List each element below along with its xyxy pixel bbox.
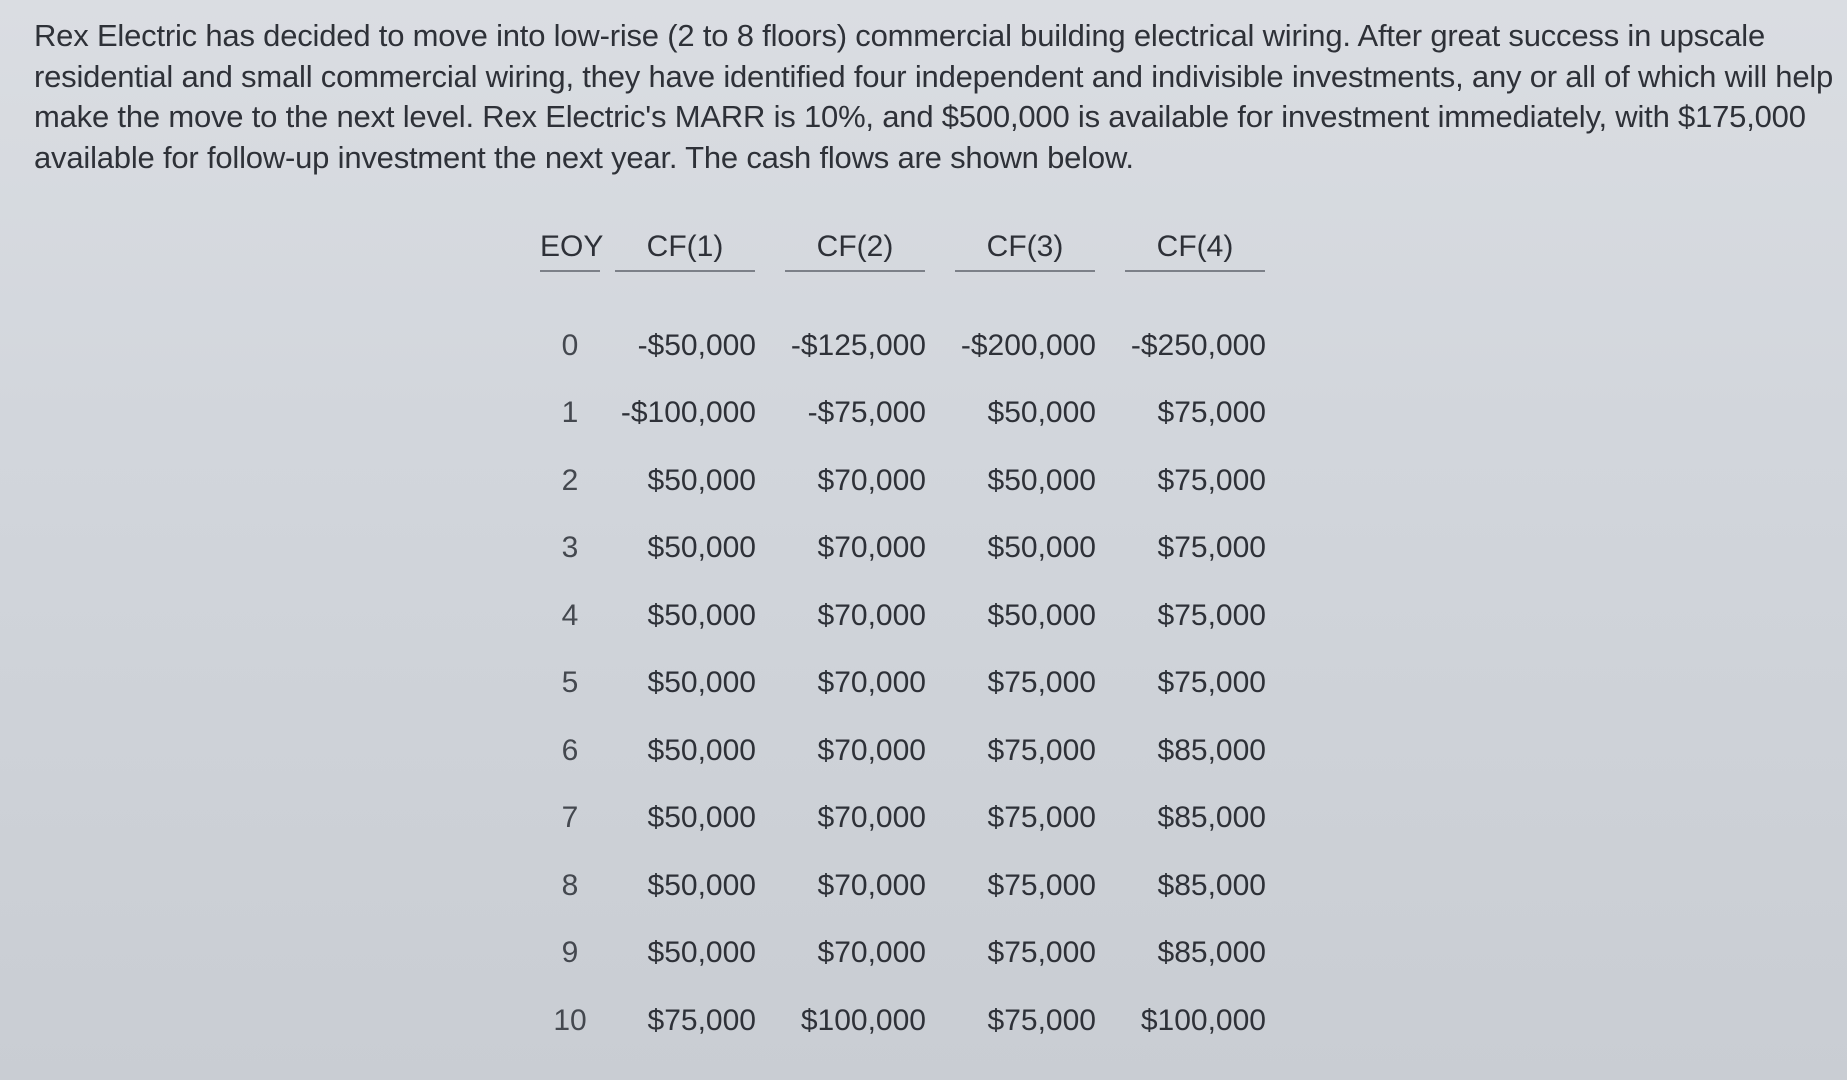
table-row: [540, 650, 1280, 718]
header-cf3: CF(3): [940, 230, 1110, 278]
eoy-cell: 10: [553, 1003, 587, 1037]
cash-flow-cell: $75,000: [1157, 598, 1266, 632]
eoy-cell: 6: [561, 733, 579, 767]
eoy-cell: 7: [561, 801, 579, 835]
eoy-cell: 5: [561, 666, 579, 700]
eoy-cell: 2: [561, 463, 579, 497]
cash-flow-cell: -$100,000: [620, 396, 756, 430]
table-row: [540, 515, 1280, 583]
cash-flow-cell: $75,000: [987, 733, 1096, 767]
problem-line: available for follow-up investment the next year. The cash flows are shown below.: [34, 139, 1134, 175]
cash-flow-cell: $75,000: [987, 1003, 1096, 1037]
cash-flow-cell: $50,000: [647, 733, 756, 767]
cash-flow-cell: $75,000: [987, 936, 1096, 970]
cash-flow-cell: $70,000: [817, 463, 926, 497]
header-cf2: CF(2): [770, 230, 940, 278]
cash-flow-cell: $50,000: [987, 396, 1096, 430]
eoy-cell: 8: [561, 868, 579, 902]
eoy-cell: 9: [561, 936, 579, 970]
cash-flow-cell: $75,000: [1157, 531, 1266, 565]
cash-flow-cell: $70,000: [817, 868, 926, 902]
cash-flow-cell: $50,000: [987, 531, 1096, 565]
table-header-row: [540, 230, 1280, 278]
cash-flow-cell: $85,000: [1157, 868, 1266, 902]
cash-flow-cell: $75,000: [1157, 396, 1266, 430]
table-row: [540, 447, 1280, 515]
cash-flow-cell: $75,000: [987, 868, 1096, 902]
cash-flow-cell: $75,000: [987, 666, 1096, 700]
cash-flow-cell: $70,000: [817, 666, 926, 700]
problem-line: Rex Electric has decided to move into low-rise (2 to 8 floors) commercial building electrical wiring. After great success in upscale: [34, 18, 1766, 53]
eoy-cell: 1: [561, 396, 579, 430]
cash-flow-cell: $50,000: [647, 598, 756, 632]
table-row: [540, 717, 1280, 785]
cash-flow-cell: $50,000: [647, 463, 756, 497]
table-row: [540, 785, 1280, 853]
cash-flow-cell: $85,000: [1157, 733, 1266, 767]
eoy-cell: 4: [561, 598, 579, 632]
table-row: [540, 312, 1280, 380]
cash-flow-cell: -$125,000: [790, 328, 926, 362]
cash-flow-cell: $50,000: [987, 598, 1096, 632]
cash-flow-cell: $75,000: [1157, 463, 1266, 497]
header-spacer: [540, 278, 1280, 312]
cash-flow-cell: $75,000: [647, 1003, 756, 1037]
cash-flow-cell: $70,000: [817, 531, 926, 565]
eoy-cell: 0: [561, 328, 579, 362]
cash-flow-cell: $100,000: [800, 1003, 926, 1037]
cash-flow-cell: -$75,000: [807, 396, 926, 430]
cash-flow-cell: $85,000: [1157, 801, 1266, 835]
cash-flow-table: [540, 230, 1280, 1055]
header-cf1: CF(1): [600, 230, 770, 278]
cash-flow-cell: $50,000: [987, 463, 1096, 497]
cash-flow-cell: -$250,000: [1130, 328, 1266, 362]
table-row: [540, 852, 1280, 920]
cash-flow-cell: $50,000: [647, 868, 756, 902]
problem-statement: [34, 16, 1834, 178]
cash-flow-cell: $100,000: [1140, 1003, 1266, 1037]
cash-flow-cell: $85,000: [1157, 936, 1266, 970]
cash-flow-cell: $70,000: [817, 801, 926, 835]
problem-line: make the move to the next level. Rex Electric's MARR is 10%, and $500,000 is available for investment immediately, with $175,000: [34, 99, 1806, 134]
cash-flow-cell: $70,000: [817, 598, 926, 632]
header-eoy: EOY: [540, 230, 600, 278]
table-row: [540, 582, 1280, 650]
cash-flow-cell: $70,000: [817, 733, 926, 767]
cash-flow-cell: $50,000: [647, 801, 756, 835]
cash-flow-cell: $50,000: [647, 936, 756, 970]
cash-flow-cell: $70,000: [817, 936, 926, 970]
table-row: [540, 987, 1280, 1055]
cash-flow-cell: -$200,000: [960, 328, 1096, 362]
cash-flow-cell: $50,000: [647, 531, 756, 565]
table-row: [540, 380, 1280, 448]
table-row: [540, 920, 1280, 988]
header-cf4: CF(4): [1110, 230, 1280, 278]
cash-flow-cell: -$50,000: [637, 328, 756, 362]
cash-flow-cell: $75,000: [1157, 666, 1266, 700]
cash-flow-cell: $50,000: [647, 666, 756, 700]
cash-flow-cell: $75,000: [987, 801, 1096, 835]
problem-line: residential and small commercial wiring, they have identified four independent and indivisible investments, any or all of which will help: [34, 58, 1834, 94]
eoy-cell: 3: [561, 531, 579, 565]
table-body: [540, 278, 1280, 1055]
